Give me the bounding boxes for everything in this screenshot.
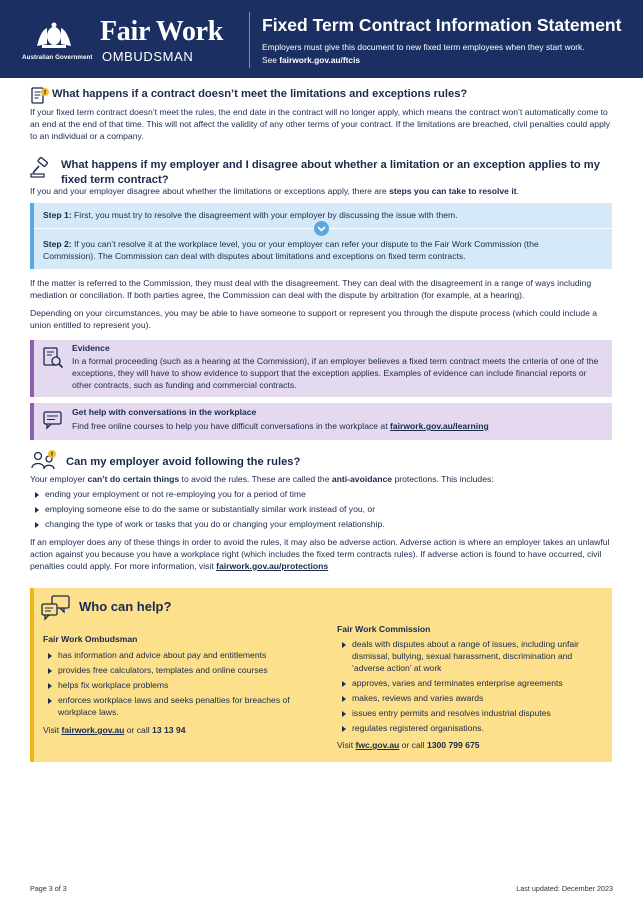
list-item: enforces workplace laws and seeks penalties for breaches of workplace laws. (58, 695, 308, 719)
brand-name: Fair Work (100, 16, 224, 47)
list-item: approves, varies and terminates enterprise agreements (352, 678, 607, 690)
fwo-phone[interactable]: 13 13 94 (152, 725, 186, 735)
avoid-intro (30, 474, 614, 486)
list-item: has information and advice about pay and entitlements (58, 650, 318, 662)
get-help-text (72, 421, 607, 433)
section-heading-limitations: What happens if a contract doesn’t meet the limitations and exceptions rules? (52, 88, 468, 100)
section-heading-disagree: What happens if my employer and I disagree about whether a limitation or an exception applies to my fixed term contract? (61, 159, 600, 186)
list-item: employing someone else to do the same or substantially similar work instead of you, or (45, 504, 376, 514)
get-help-box (30, 403, 612, 440)
list-item: regulates registered organisations. (352, 723, 607, 735)
disagree-intro-end: . (516, 186, 519, 196)
list-item: changing the type of work or tasks that you do or changing your employment relationship. (45, 519, 385, 529)
subtitle-see-label: See (262, 54, 280, 65)
avoid-intro-e: protections. This includes: (392, 474, 494, 484)
step-1-label: Step 1: (43, 210, 72, 220)
document-search-icon (41, 346, 65, 370)
get-help-text-body: Find free online courses to help you have difficult conversations in the workplace at (72, 421, 390, 431)
fwo-contact (43, 725, 186, 737)
chat-bubbles-icon (40, 594, 72, 622)
commission-paragraph: If the matter is referred to the Commission, they must deal with the disagreement. They can deal with the disagreement in a range of ways including mediation or conciliation. If both parties agree, the Commission can deal with the dispute by arbitration (for example, at a hearing). (30, 278, 592, 300)
subtitle-line: Employers must give this document to new fixed term employees when they start work. (262, 42, 585, 52)
fwo-call-label: or call (124, 725, 153, 735)
avoid-intro-bold: can’t do certain things (87, 474, 180, 484)
disagree-intro (30, 186, 614, 198)
evidence-title: Evidence (72, 343, 110, 353)
steps-box (30, 203, 612, 269)
list-item: makes, reviews and varies awards (352, 693, 607, 705)
ftcis-link[interactable]: fairwork.gov.au/ftcis (279, 54, 361, 65)
list-item: ending your employment or not re-employing you for a period of time (45, 489, 306, 499)
brand-subname: OMBUDSMAN (102, 49, 194, 64)
avoid-intro-a: Your employer (30, 474, 88, 484)
chat-icon (42, 409, 64, 431)
document-warning-icon (30, 86, 50, 106)
header-divider (249, 12, 250, 68)
last-updated: Last updated: December 2023 (516, 884, 613, 893)
avoid-intro-c: to avoid the rules. These are called the (179, 474, 332, 484)
section-heading-avoid: Can my employer avoid following the rules? (66, 456, 301, 468)
document-title: Fixed Term Contract Information Statement (262, 15, 622, 35)
adverse-action-text: If an employer does any of these things in order to avoid the rules, it may also be adverse action. Adverse action is where an employer takes an unlawful action against you because you have a workplace right (which includes the fixed term contracts rules). If adverse action is found to have occurred, civil penalties could apply. For more information, visit (30, 537, 610, 571)
fwc-contact (337, 740, 480, 752)
people-warning-icon (30, 449, 58, 471)
fwc-title: Fair Work Commission (337, 624, 431, 634)
who-can-help-heading: Who can help? (79, 599, 172, 614)
adverse-action-paragraph (30, 537, 614, 573)
representation-paragraph: Depending on your circumstances, you may be able to have someone to support or represent you through the dispute process (which could include a union entitled to represent you). (30, 308, 598, 330)
coat-of-arms-icon (34, 22, 74, 50)
list-item: helps fix workplace problems (58, 680, 318, 692)
list-item: provides free calculators, templates and online courses (58, 665, 318, 677)
who-can-help-box (30, 588, 612, 762)
limitations-body: If your fixed term contract doesn’t meet the rules, the end date in the contract will no longer apply, which means the contract won’t automatically come to an end at the end of that time. This will not affect the validity of any other terms of your contract. If the limitations are breached, civil penalties could apply to an individual or a company. (30, 107, 611, 141)
fwc-link[interactable]: fwc.gov.au (355, 740, 400, 750)
fwo-title: Fair Work Ombudsman (43, 634, 138, 644)
protections-link[interactable]: fairwork.gov.au/protections (216, 560, 329, 571)
gavel-icon (30, 157, 52, 179)
page-number: Page 3 of 3 (30, 884, 67, 893)
fwc-phone[interactable]: 1300 799 675 (426, 740, 480, 750)
step-1 (43, 210, 458, 222)
chevron-down-icon (314, 221, 329, 236)
fwc-visit-label: Visit (337, 740, 356, 750)
page-header (0, 0, 643, 78)
list-item: issues entry permits and resolves industrial disputes (352, 708, 607, 720)
evidence-text: In a formal proceeding (such as a hearing at the Commission), if an employer believes a fixed term contract meets the criteria of one of the exceptions, they will have to show evidence to support that the exception applies. Examples of evidence can include financial reports or other contracts, such as funding and commercial contracts. (72, 356, 599, 390)
fwo-visit-label: Visit (43, 725, 62, 735)
subtitle-see-line (262, 54, 585, 67)
evidence-box (30, 340, 612, 397)
step-2-text: If you can’t resolve it at the workplace level, you or your employer can refer your dispute to the Fair Work Commission (the Commission). The Commission can deal with disputes about limitations and exceptions on fixed term contracts. (43, 239, 539, 261)
disagree-intro-text: If you and your employer disagree about whether the limitations or exceptions apply, there are (30, 186, 390, 196)
get-help-title: Get help with conversations in the workplace (72, 407, 257, 417)
learning-link[interactable]: fairwork.gov.au/learning (390, 421, 489, 431)
government-label: Australian Government (22, 54, 93, 61)
fairwork-link[interactable]: fairwork.gov.au (61, 725, 125, 735)
step-2 (43, 239, 583, 263)
disagree-intro-bold: steps you can take to resolve it (389, 186, 517, 196)
document-subtitle (262, 41, 585, 66)
step-2-label: Step 2: (43, 239, 72, 249)
list-item: deals with disputes about a range of issues, including unfair dismissal, bullying, sexual harassment, discrimination and ‘adverse action’ at work (352, 639, 607, 675)
fwc-call-label: or call (399, 740, 427, 750)
anti-avoidance-term: anti-avoidance (331, 474, 393, 484)
step-1-text: First, you must try to resolve the disagreement with your employer by discussing the issue with them. (71, 210, 458, 220)
